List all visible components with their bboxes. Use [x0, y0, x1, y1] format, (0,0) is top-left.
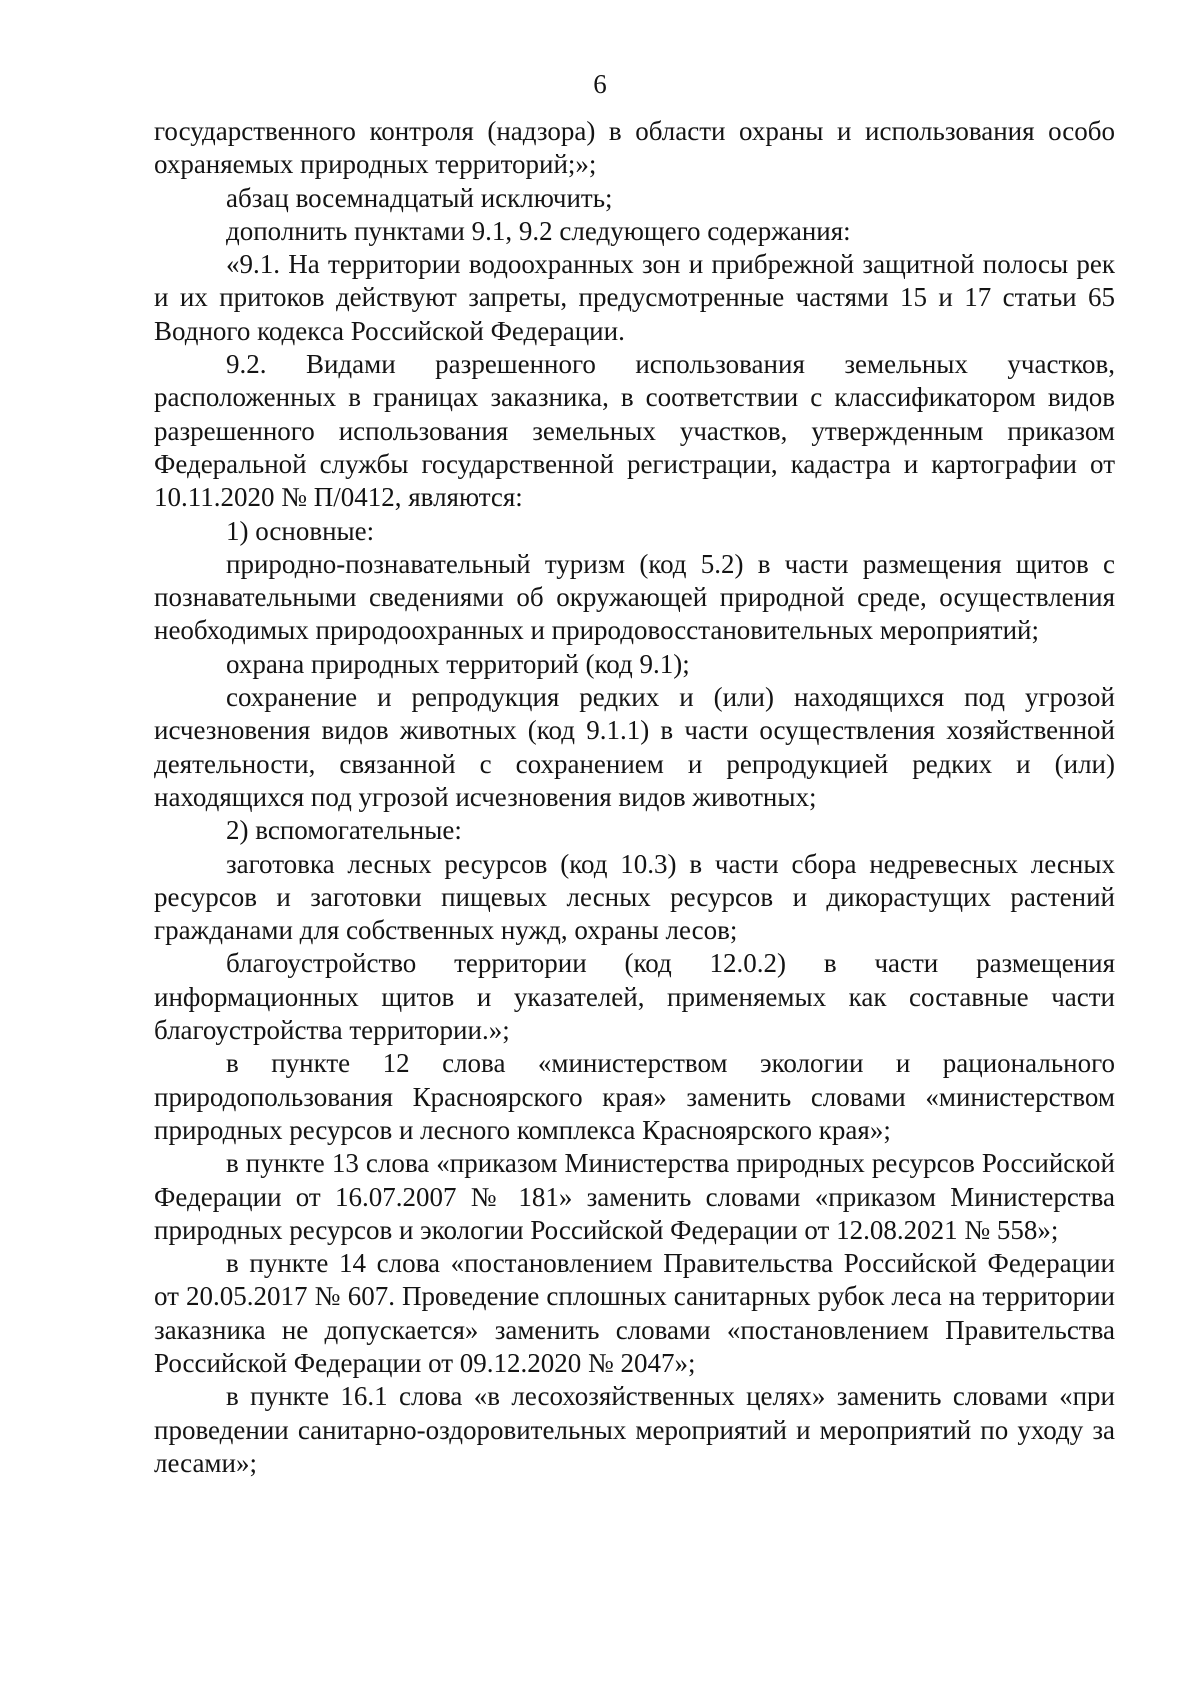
paragraph: «9.1. На территории водоохранных зон и прибрежной защитной полосы рек и их притоков действуют запреты, предусмотренные частями 15 и 17 статьи 65 Водного кодекса Российской Федерации. — [154, 249, 1115, 346]
paragraph: государственного контроля (надзора) в области охраны и использования особо охраняемых природных территорий;»; — [154, 116, 1115, 180]
paragraph: заготовка лесных ресурсов (код 10.3) в части сбора недревесных лесных ресурсов и заготовки пищевых лесных ресурсов и дикорастущих растений гражданами для собственных нужд, охраны лесов; — [154, 848, 1115, 946]
page-number: 6 — [593, 69, 607, 99]
paragraph: в пункте 12 слова «министерством экологии и рационального природопользования Красноярского края» заменить словами «министерством природных ресурсов и лесного комплекса Красноярского края»; — [154, 1048, 1115, 1145]
paragraph: сохранение и репродукция редких и (или) находящихся под угрозой исчезновения видов животных (код 9.1.1) в части осуществления хозяйственной деятельности, связанной с сохранением и репродукцией редких и (или) находящихся под угрозой исчезновения видов животных; — [154, 682, 1115, 812]
paragraph: охрана природных территорий (код 9.1); — [226, 648, 690, 679]
paragraph: 1) основные: — [226, 515, 375, 546]
paragraph: 9.2. Видами разрешенного использования земельных участков, расположенных в границах заказника, в соответствии с классификатором видов разрешенного использования земельных участков, утвержденным приказом Федеральной службы государственной регистрации, кадастра и картографии от 10.11.2020 № П/0412, являются: — [154, 349, 1115, 513]
paragraph: 2) вспомогательные: — [226, 815, 462, 846]
document-body — [154, 115, 1115, 1480]
paragraph: в пункте 14 слова «постановлением Правительства Российской Федерации от 20.05.2017 № 607. Проведение сплошных санитарных рубок леса на территории заказника не допускается» заменить словами «постановлением Правительства Российской Федерации от 09.12.2020 № 2047»; — [154, 1248, 1115, 1378]
paragraph: дополнить пунктами 9.1, 9.2 следующего содержания: — [226, 215, 851, 246]
paragraph: в пункте 13 слова «приказом Министерства природных ресурсов Российской Федерации от 16.07.2007 № 181» заменить словами «приказом Министерства природных ресурсов и экологии Российской Федерации от 12.08.2021 № 558»; — [154, 1148, 1115, 1245]
paragraph: благоустройство территории (код 12.0.2) в части размещения информационных щитов и указателей, применяемых как составные части благоустройства территории.»; — [154, 948, 1115, 1046]
paragraph: в пункте 16.1 слова «в лесохозяйственных целях» заменить словами «при проведении санитарно-оздоровительных мероприятий и мероприятий по уходу за лесами»; — [154, 1381, 1115, 1478]
paragraph: природно-познавательный туризм (код 5.2) в части размещения щитов с познавательными сведениями об окружающей природной среде, осуществления необходимых природоохранных и природовосстановительных мероприятий; — [154, 548, 1115, 646]
paragraph: абзац восемнадцатый исключить; — [226, 182, 613, 213]
